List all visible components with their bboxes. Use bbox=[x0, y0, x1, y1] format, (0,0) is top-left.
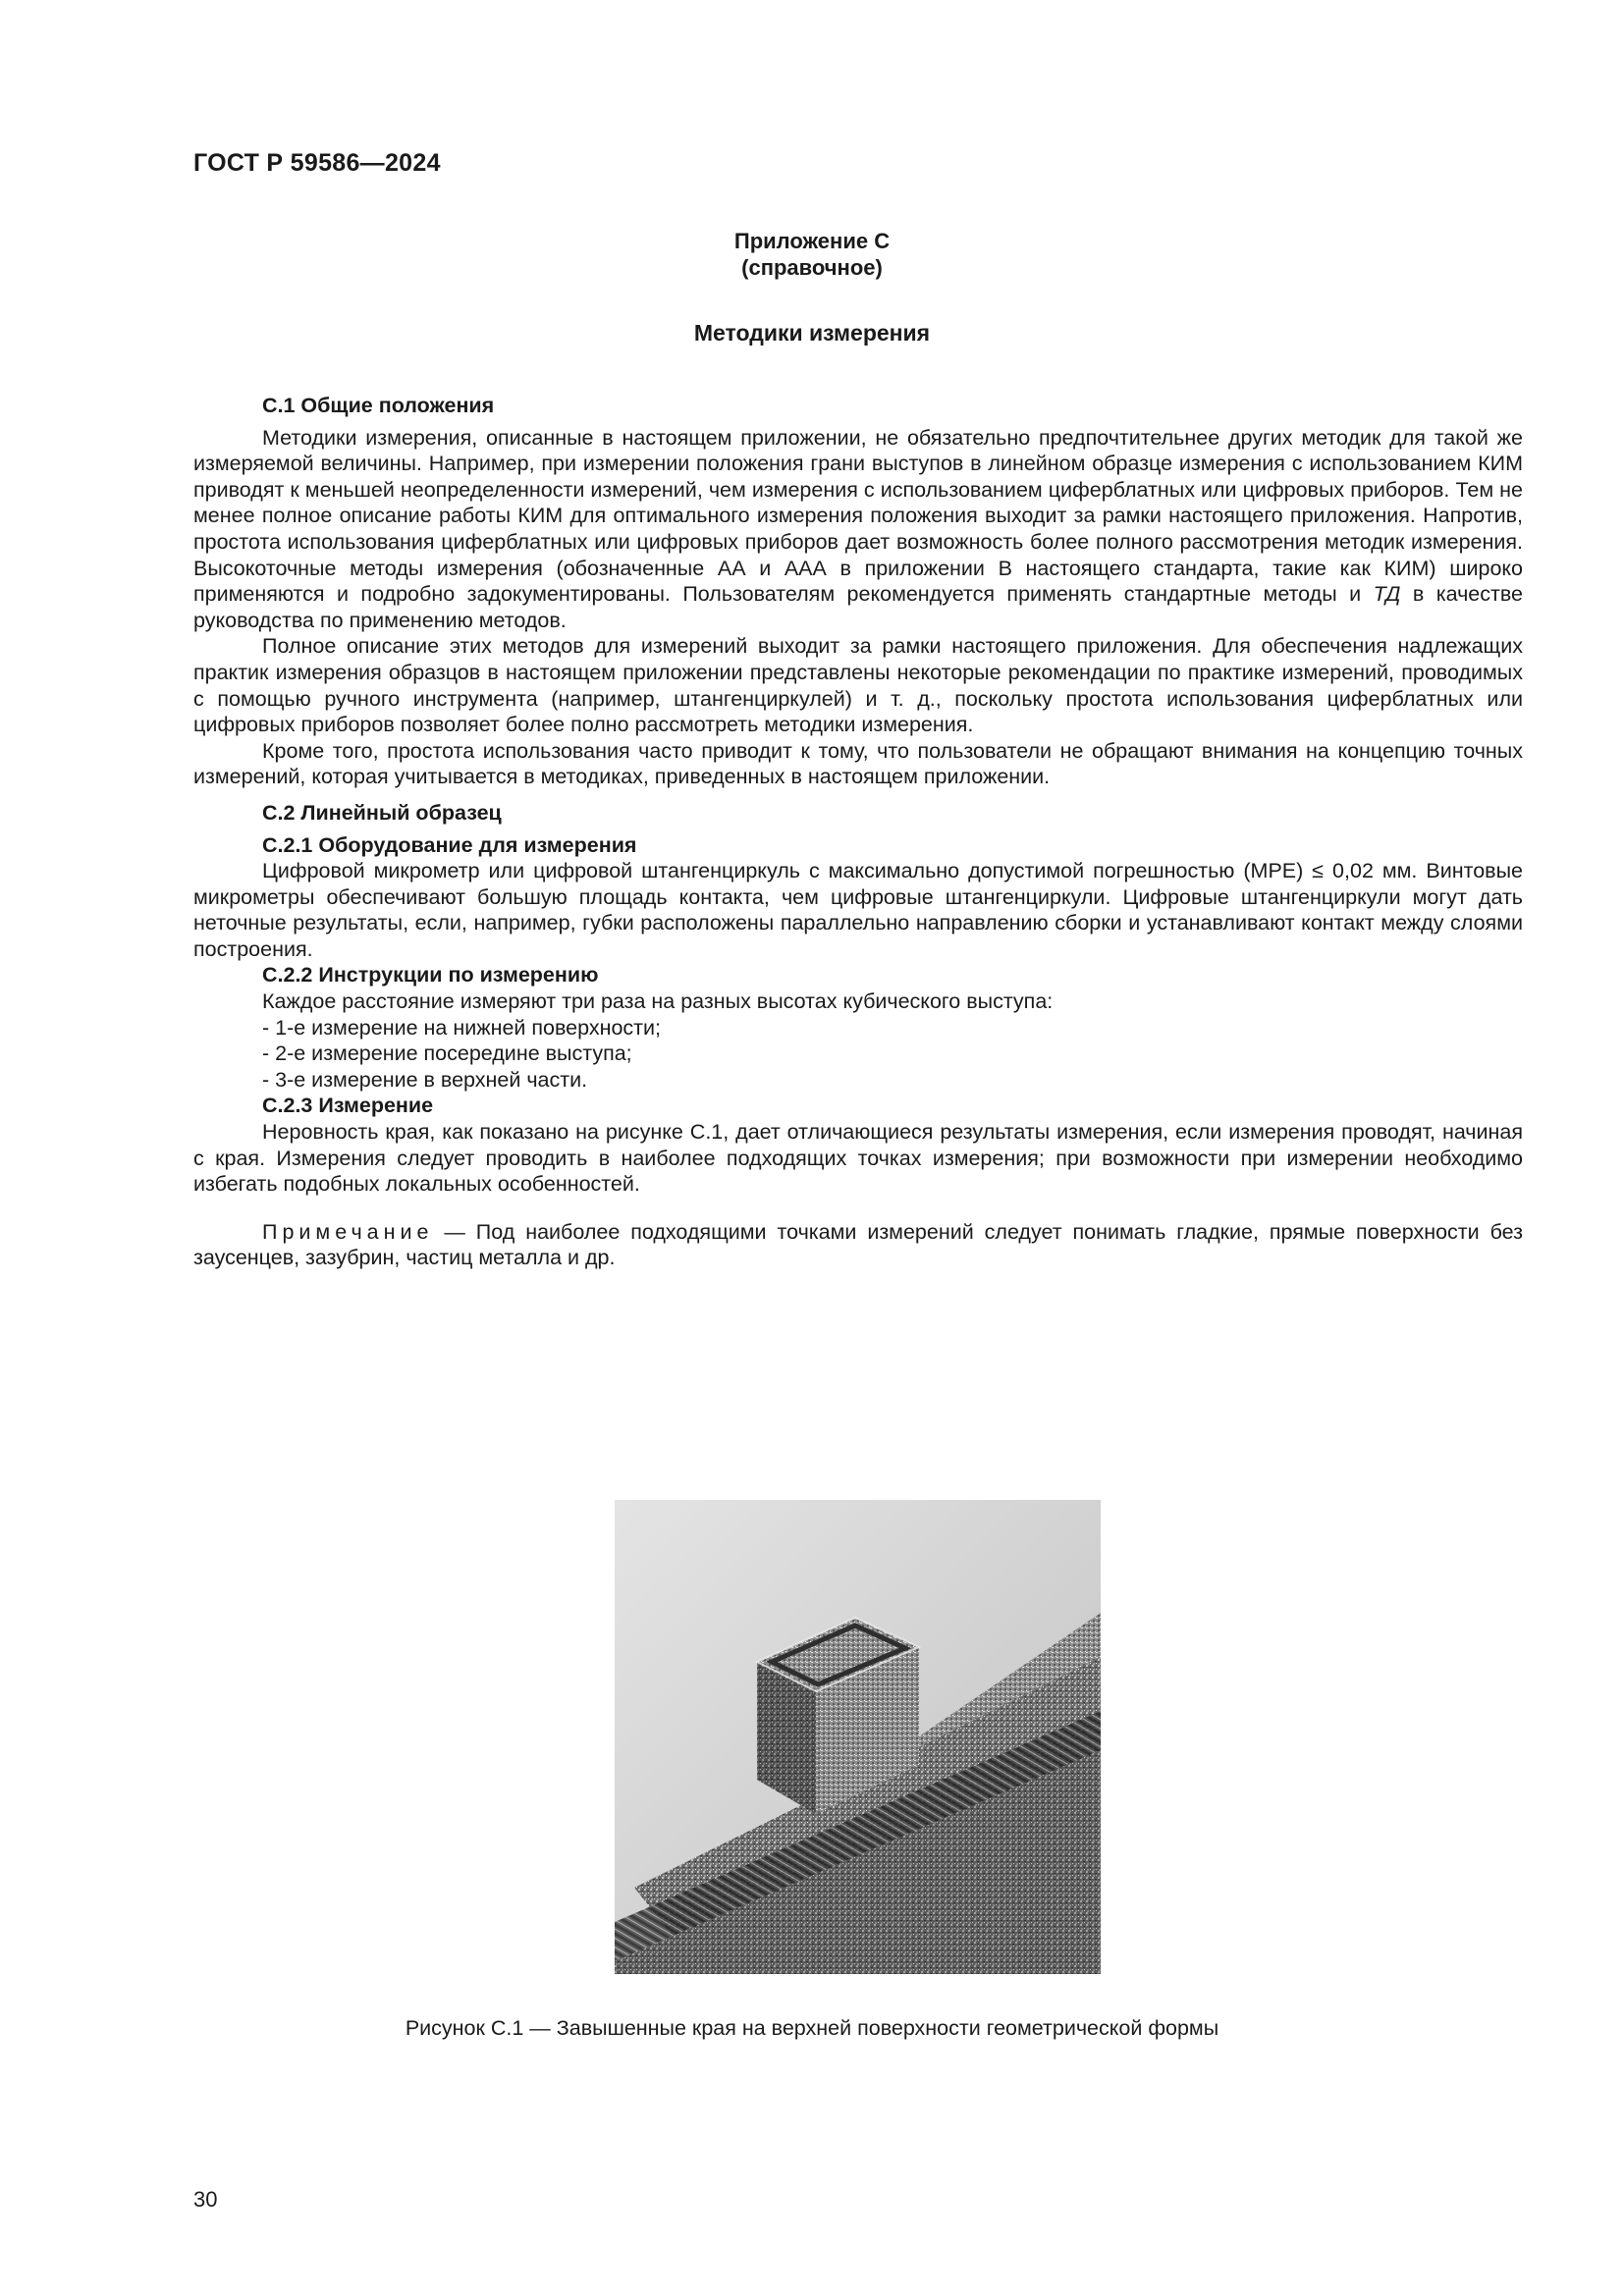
appendix-label: Приложение С bbox=[733, 229, 891, 253]
page-number: 30 bbox=[193, 2187, 218, 2212]
section-c1-heading: С.1 Общие положения bbox=[262, 394, 495, 417]
section-c23-paragraph: Неровность края, как показано на рисунке С.1, дает отличающиеся результаты измерения, если измерения проводят, начиная с края. Измерения следует проводить в наиболее подходящих точках измерения; при возможности при измерении необходимо избегать подобных локальных особенностей. bbox=[193, 1120, 1523, 1197]
note-text: — Под наиболее подходящими точками измерений следует понимать гладкие, прямые поверхности без заусенцев, зазубрин, частиц металла и др. bbox=[193, 1219, 1523, 1270]
standard-number: ГОСТ Р 59586—2024 bbox=[193, 149, 441, 177]
section-c21-paragraph: Цифровой микрометр или цифровой штангенциркуль с максимально допустимой погрешностью (MPE) ≤ 0,02 мм. Винтовые микрометры обеспечивают большую площадь контакта, чем цифровые штангенциркули. Цифровые штангенциркули могут дать неточные результаты, если, например, губки расположены параллельно направлению сборки и устанавливают контакт между слоями построения. bbox=[193, 859, 1523, 961]
figure-caption: Рисунок С.1 — Завышенные края на верхней поверхности геометрической формы bbox=[405, 2016, 1219, 2040]
figure-c1-photo bbox=[615, 1500, 1101, 1974]
note-paragraph bbox=[193, 1219, 1523, 1271]
section-c22-heading: С.2.2 Инструкции по измерению bbox=[262, 963, 599, 988]
note-lead: Примечание bbox=[262, 1219, 434, 1244]
section-c22-intro: Каждое расстояние измеряют три раза на разных высотах кубического выступа: bbox=[262, 989, 1054, 1014]
section-c23-heading: С.2.3 Измерение bbox=[262, 1094, 434, 1118]
appendix-heading bbox=[0, 228, 1624, 281]
section-c1-paragraph-3: Кроме того, простота использования часто приводит к тому, что пользователи не обращают внимания на концепцию точных измерений, которая учитывается в методиках, приведенных в настоящем приложении. bbox=[193, 738, 1523, 789]
section-c2-heading: С.2 Линейный образец bbox=[262, 800, 502, 825]
document-body bbox=[193, 393, 1523, 1271]
appendix-title: Методики измерения bbox=[693, 320, 931, 346]
list-item: - 3-е измерение в верхней части. bbox=[262, 1067, 588, 1092]
appendix-type: (справочное) bbox=[741, 255, 883, 280]
section-c1-paragraph-2: Полное описание этих методов для измерений выходит за рамки настоящего приложения. Для обеспечения надлежащих практик измерения образцов в настоящем приложении представлены некоторые рекомендации по практике измерений, проводимых с помощью ручного инструмента (например, штангенциркулей) и т. д., поскольку простота использования циферблатных или цифровых приборов позволяет более полно рассмотреть методики измерения. bbox=[193, 634, 1523, 737]
section-c1-paragraph-1 bbox=[193, 425, 1523, 634]
italic-abbreviation: ТД bbox=[1373, 582, 1401, 607]
paragraph-text: Методики измерения, описанные в настоящем приложении, не обязательно предпочтительнее других методик для такой же измеряемой величины. Например, при измерении положения грани выступов в линейном образце измерения с использованием КИМ приводят к меньшей неопределенности измерений, чем измерения с использованием циферблатных или цифровых приборов. Тем не менее полное описание работы КИМ для оптимального измерения положения выходит за рамки настоящего приложения. Напротив, простота использования циферблатных или цифровых приборов дает возможность более полного рассмотрения методик измерения. Высокоточные методы измерения (обозначенные АА и ААА в приложении В настоящего стандарта, такие как КИМ) широко применяются и подробно задокументированы. Пользователям рекомендуется применять стандартные методы и bbox=[193, 425, 1523, 607]
list-item: - 2-е измерение посередине выступа; bbox=[262, 1041, 632, 1066]
list-item: - 1-е измерение на нижней поверхности; bbox=[262, 1015, 662, 1040]
section-c21-heading: С.2.1 Оборудование для измерения bbox=[262, 832, 637, 857]
paragraph-text-tail: в качестве руководства по применению методов. bbox=[193, 582, 1523, 632]
